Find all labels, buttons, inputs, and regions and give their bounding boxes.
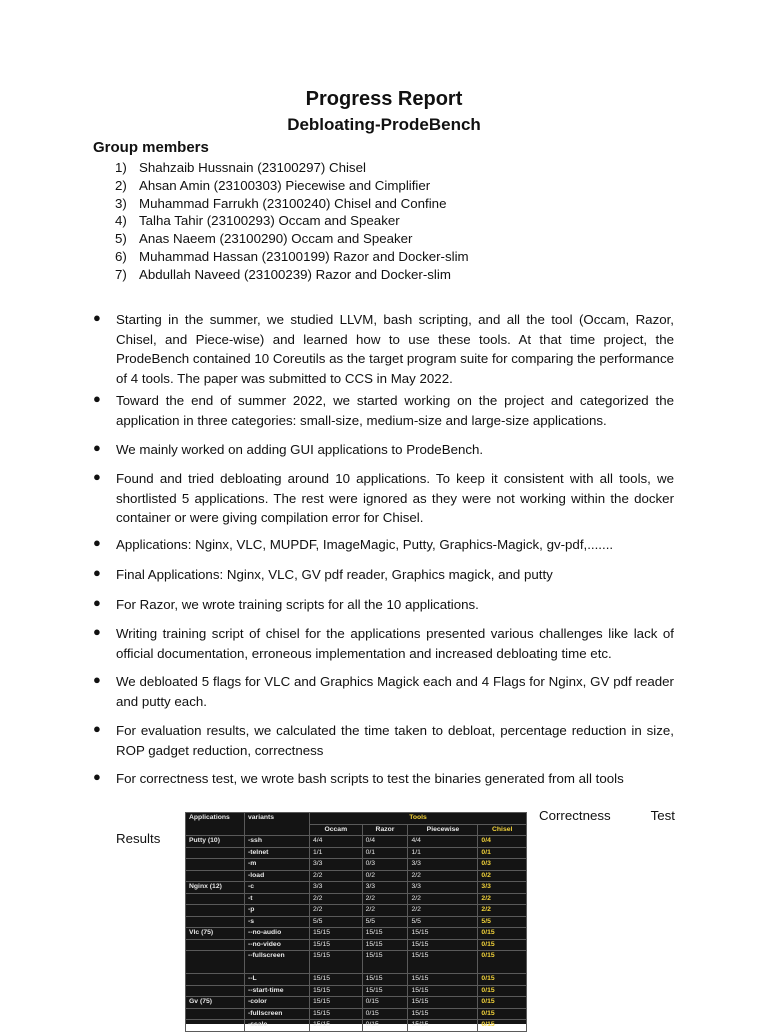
- cell-application: [186, 916, 245, 928]
- table-row: [186, 928, 527, 940]
- cell-variant: -scale: [245, 1020, 310, 1032]
- bullet-icon: ●: [93, 391, 101, 406]
- cell-chisel: 0/15: [478, 951, 527, 974]
- cell-piecewise: 2/2: [408, 893, 478, 905]
- cell-variant: -load: [245, 870, 310, 882]
- cell-application: [186, 870, 245, 882]
- table-row: [186, 836, 527, 848]
- cell-piecewise: 5/5: [408, 916, 478, 928]
- cell-razor: 3/3: [362, 882, 408, 894]
- bullet-item: ● For correctness test, we wrote bash scripts to test the binaries generated from all tools: [93, 769, 624, 786]
- cell-chisel: 0/3: [478, 859, 527, 871]
- page-title: Progress Report: [305, 88, 463, 110]
- member-item: 4) Talha Tahir (23100293) Occam and Speaker: [115, 213, 400, 229]
- cell-piecewise: 15/15: [408, 1008, 478, 1020]
- table-row: [186, 951, 527, 974]
- cell-piecewise: 1/1: [408, 847, 478, 859]
- results-label: Results: [116, 831, 161, 846]
- cell-piecewise: 15/15: [408, 951, 478, 974]
- col-chisel: Chisel: [478, 824, 527, 836]
- cell-occam: 5/5: [310, 916, 363, 928]
- col-applications: Applications: [186, 813, 245, 836]
- bullet-icon: ●: [93, 440, 101, 455]
- cell-application: [186, 847, 245, 859]
- cell-razor: 15/15: [362, 974, 408, 986]
- cell-piecewise: 15/15: [408, 974, 478, 986]
- cell-razor: 0/2: [362, 870, 408, 882]
- cell-chisel: 0/15: [478, 985, 527, 997]
- cell-application: [186, 985, 245, 997]
- cell-application: Gv (75): [186, 997, 245, 1009]
- col-piecewise: Piecewise: [408, 824, 478, 836]
- correctness-label: Correctness Test: [539, 808, 675, 823]
- bullet-item: ● Starting in the summer, we studied LLVM, bash scripting, and all the tool (Occam, Razor, Chisel, and Piece-wise) and learned how to use these tools. At that time project, the ProdeBench contained 10 Coreutils as the target program suite for comparing the performance of 4 tools. The paper was submitted to CCS in May 2022.: [93, 310, 674, 386]
- bullet-item: ● We mainly worked on adding GUI applications to ProdeBench.: [93, 440, 484, 457]
- cell-razor: 15/15: [362, 951, 408, 974]
- cell-piecewise: 3/3: [408, 859, 478, 871]
- bullet-item: ● For Razor, we wrote training scripts for all the 10 applications.: [93, 595, 479, 612]
- cell-variant: --fullscreen: [245, 951, 310, 974]
- table-row: [186, 916, 527, 928]
- cell-variant: -telnet: [245, 847, 310, 859]
- cell-chisel: 0/1: [478, 847, 527, 859]
- cell-variant: -t: [245, 893, 310, 905]
- cell-variant: -m: [245, 859, 310, 871]
- cell-piecewise: 15/15: [408, 928, 478, 940]
- page-subtitle: Debloating-ProdeBench: [287, 115, 481, 134]
- cell-occam: 15/15: [310, 997, 363, 1009]
- cell-variant: -p: [245, 905, 310, 917]
- cell-piecewise: 15/15: [408, 985, 478, 997]
- correctness-results-table: [185, 812, 527, 1028]
- cell-variant: -c: [245, 882, 310, 894]
- bullet-item: ● Found and tried debloating around 10 applications. To keep it consistent with all tools, we shortlisted 5 applications. The rest were ignored as they were not working within the docker container or were giving compilation error for Chisel.: [93, 469, 674, 525]
- cell-razor: 0/1: [362, 847, 408, 859]
- members-list: [115, 159, 469, 284]
- bullet-item: ● For evaluation results, we calculated the time taken to debloat, percentage reduction in size, ROP gadget reduction, correctness: [93, 721, 674, 758]
- cell-application: Vlc (75): [186, 928, 245, 940]
- cell-chisel: 5/5: [478, 916, 527, 928]
- cell-occam: 15/15: [310, 939, 363, 951]
- table-row: [186, 870, 527, 882]
- cell-variant: --no-video: [245, 939, 310, 951]
- group-members-heading: Group members: [93, 139, 209, 156]
- member-item: 7) Abdullah Naveed (23100239) Razor and Docker-slim: [115, 266, 451, 282]
- bullet-icon: ●: [93, 769, 101, 784]
- member-item: 2) Ahsan Amin (23100303) Piecewise and Cimplifier: [115, 177, 431, 193]
- cell-piecewise: 2/2: [408, 870, 478, 882]
- cell-occam: 3/3: [310, 859, 363, 871]
- cell-razor: 0/4: [362, 836, 408, 848]
- bullet-item: ● Writing training script of chisel for the applications presented various challenges like lack of official documentation, erroneous implementation and increased debloating time etc.: [93, 624, 674, 661]
- cell-occam: 15/15: [310, 985, 363, 997]
- cell-application: [186, 939, 245, 951]
- cell-chisel: 0/15: [478, 1020, 527, 1032]
- cell-variant: -ssh: [245, 836, 310, 848]
- cell-occam: 15/15: [310, 1020, 363, 1032]
- cell-application: Nginx (12): [186, 882, 245, 894]
- cell-chisel: 2/2: [478, 905, 527, 917]
- table-row: [186, 985, 527, 997]
- table-row: [186, 974, 527, 986]
- cell-chisel: 0/2: [478, 870, 527, 882]
- cell-chisel: 0/15: [478, 974, 527, 986]
- bullet-icon: ●: [93, 535, 101, 550]
- cell-variant: --L: [245, 974, 310, 986]
- bullet-icon: ●: [93, 672, 101, 687]
- cell-variant: -s: [245, 916, 310, 928]
- cell-occam: 1/1: [310, 847, 363, 859]
- cell-piecewise: 3/3: [408, 882, 478, 894]
- cell-application: [186, 893, 245, 905]
- cell-razor: 0/3: [362, 859, 408, 871]
- cell-application: [186, 859, 245, 871]
- table-row: [186, 1020, 527, 1032]
- cell-razor: 0/15: [362, 1020, 408, 1032]
- member-item: 5) Anas Naeem (23100290) Occam and Speaker: [115, 231, 413, 247]
- member-item: 3) Muhammad Farrukh (23100240) Chisel and Confine: [115, 195, 447, 211]
- cell-occam: 4/4: [310, 836, 363, 848]
- cell-application: [186, 951, 245, 974]
- cell-piecewise: 15/15: [408, 1020, 478, 1032]
- cell-chisel: 0/4: [478, 836, 527, 848]
- cell-razor: 2/2: [362, 905, 408, 917]
- cell-variant: --start-time: [245, 985, 310, 997]
- table-row: [186, 997, 527, 1009]
- member-item: 1) Shahzaib Hussnain (23100297) Chisel: [115, 160, 366, 175]
- cell-application: [186, 905, 245, 917]
- cell-razor: 0/15: [362, 1008, 408, 1020]
- cell-piecewise: 4/4: [408, 836, 478, 848]
- bullet-icon: ●: [93, 595, 101, 610]
- cell-occam: 2/2: [310, 870, 363, 882]
- cell-variant: --no-audio: [245, 928, 310, 940]
- cell-application: [186, 1020, 245, 1032]
- table-row: [186, 893, 527, 905]
- cell-occam: 3/3: [310, 882, 363, 894]
- cell-razor: 2/2: [362, 893, 408, 905]
- cell-variant: -color: [245, 997, 310, 1009]
- cell-chisel: 0/15: [478, 939, 527, 951]
- cell-razor: 15/15: [362, 985, 408, 997]
- bullet-icon: ●: [93, 469, 101, 484]
- bullet-icon: ●: [93, 624, 101, 639]
- cell-chisel: 0/15: [478, 1008, 527, 1020]
- member-item: 6) Muhammad Hassan (23100199) Razor and Docker-slim: [115, 248, 469, 264]
- bullet-icon: ●: [93, 310, 101, 325]
- cell-occam: 2/2: [310, 893, 363, 905]
- table-row: [186, 1008, 527, 1020]
- cell-occam: 15/15: [310, 1008, 363, 1020]
- cell-razor: 0/15: [362, 997, 408, 1009]
- col-razor: Razor: [362, 824, 408, 836]
- cell-application: [186, 1008, 245, 1020]
- cell-chisel: 0/15: [478, 928, 527, 940]
- cell-piecewise: 2/2: [408, 905, 478, 917]
- table-row: [186, 882, 527, 894]
- cell-razor: 15/15: [362, 928, 408, 940]
- cell-chisel: 0/15: [478, 997, 527, 1009]
- cell-occam: 15/15: [310, 951, 363, 974]
- bullet-item: ● Final Applications: Nginx, VLC, GV pdf reader, Graphics magick, and putty: [93, 565, 553, 582]
- cell-occam: 2/2: [310, 905, 363, 917]
- bullet-item: ● We debloated 5 flags for VLC and Graphics Magick each and 4 Flags for Nginx, GV pdf reader and putty each.: [93, 672, 674, 709]
- col-occam: Occam: [310, 824, 363, 836]
- cell-application: Putty (10): [186, 836, 245, 848]
- cell-razor: 15/15: [362, 939, 408, 951]
- cell-occam: 15/15: [310, 928, 363, 940]
- bullet-item: ● Toward the end of summer 2022, we started working on the project and categorized the application in three categories: small-size, medium-size and large-size applications.: [93, 391, 674, 428]
- cell-application: [186, 974, 245, 986]
- bullet-icon: ●: [93, 565, 101, 580]
- bullet-icon: ●: [93, 721, 101, 736]
- col-variants: variants: [245, 813, 310, 836]
- cell-chisel: 2/2: [478, 893, 527, 905]
- cell-chisel: 3/3: [478, 882, 527, 894]
- cell-razor: 5/5: [362, 916, 408, 928]
- table-row: [186, 939, 527, 951]
- cell-piecewise: 15/15: [408, 939, 478, 951]
- table-row: [186, 847, 527, 859]
- col-tools: Tools: [310, 813, 527, 825]
- cell-variant: -fullscreen: [245, 1008, 310, 1020]
- table-row: [186, 905, 527, 917]
- table-row: [186, 859, 527, 871]
- cell-occam: 15/15: [310, 974, 363, 986]
- bullet-item: ● Applications: Nginx, VLC, MUPDF, ImageMagic, Putty, Graphics-Magick, gv-pdf,.......: [93, 535, 614, 552]
- cell-piecewise: 15/15: [408, 997, 478, 1009]
